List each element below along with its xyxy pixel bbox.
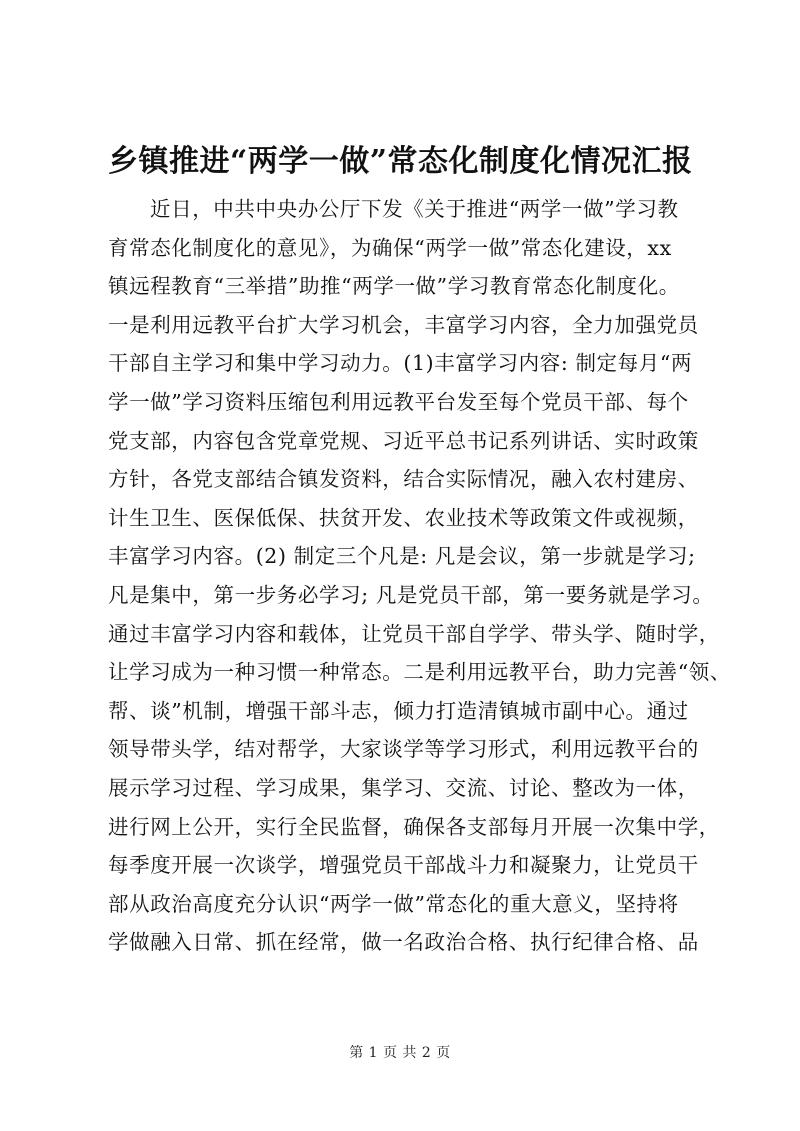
document-body [108, 190, 731, 962]
paragraph-line: 一是利用远教平台扩大学习机会，丰富学习内容，全力加强党员 [108, 312, 699, 337]
paragraph-line: 育常态化制度化的意见》，为确保“两学一做”常态化建设，xx [108, 235, 672, 260]
page-footer: 第 1 页 共 2 页 [349, 1045, 451, 1061]
paragraph-line: 凡是集中，第一步务必学习; 凡是党员干部，第一要务就是学习。 [108, 582, 714, 607]
paragraph-line: 展示学习过程、学习成果，集学习、交流、讨论、整改为一体， [108, 775, 699, 800]
paragraph-line: 党支部，内容包含党章党规、习近平总书记系列讲话、实时政策 [108, 428, 699, 453]
paragraph-line: 镇远程教育“三举措”助推“两学一做”学习教育常态化制度化。 [108, 274, 680, 299]
paragraph-line: 干部自主学习和集中学习动力。(1)丰富学习内容: 制定每月“两 [108, 351, 693, 376]
paragraph-line: 近日，中共中央办公厅下发《关于推进“两学一做”学习教 [150, 197, 679, 221]
paragraph-line: 丰富学习内容。(2) 制定三个凡是: 凡是会议，第一步就是学习; [108, 544, 696, 569]
paragraph-line: 学一做”学习资料压缩包利用远教平台发至每个党员干部、每个 [108, 389, 689, 414]
paragraph-line: 学做融入日常、抓在经常，做一名政治合格、执行纪律合格、品 [108, 930, 699, 955]
paragraph-line: 计生卫生、医保低保、扶贫开发、农业技术等政策文件或视频， [108, 505, 699, 530]
paragraph-line: 领导带头学，结对帮学，大家谈学等学习形式，利用远教平台的 [108, 737, 699, 762]
paragraph-line: 进行网上公开，实行全民监督，确保各支部每月开展一次集中学， [108, 814, 720, 839]
paragraph-line: 每季度开展一次谈学，增强党员干部战斗力和凝聚力，让党员干 [108, 853, 699, 878]
paragraph-line: 部从政治高度充分认识“两学一做”常态化的重大意义，坚持将 [108, 891, 679, 916]
paragraph-line: 让学习成为一种习惯一种常态。二是利用远教平台，助力完善“领、 [108, 660, 731, 685]
paragraph-line: 通过丰富学习内容和载体，让党员干部自学学、带头学、随时学， [108, 621, 720, 646]
document-title: 乡镇推进“两学一做”常态化制度化情况汇报 [108, 144, 693, 179]
paragraph-line: 方针，各党支部结合镇发资料，结合实际情况，融入农村建房、 [108, 467, 699, 492]
paragraph-line: 帮、谈”机制，增强干部斗志，倾力打造清镇城市副中心。通过 [108, 698, 689, 723]
